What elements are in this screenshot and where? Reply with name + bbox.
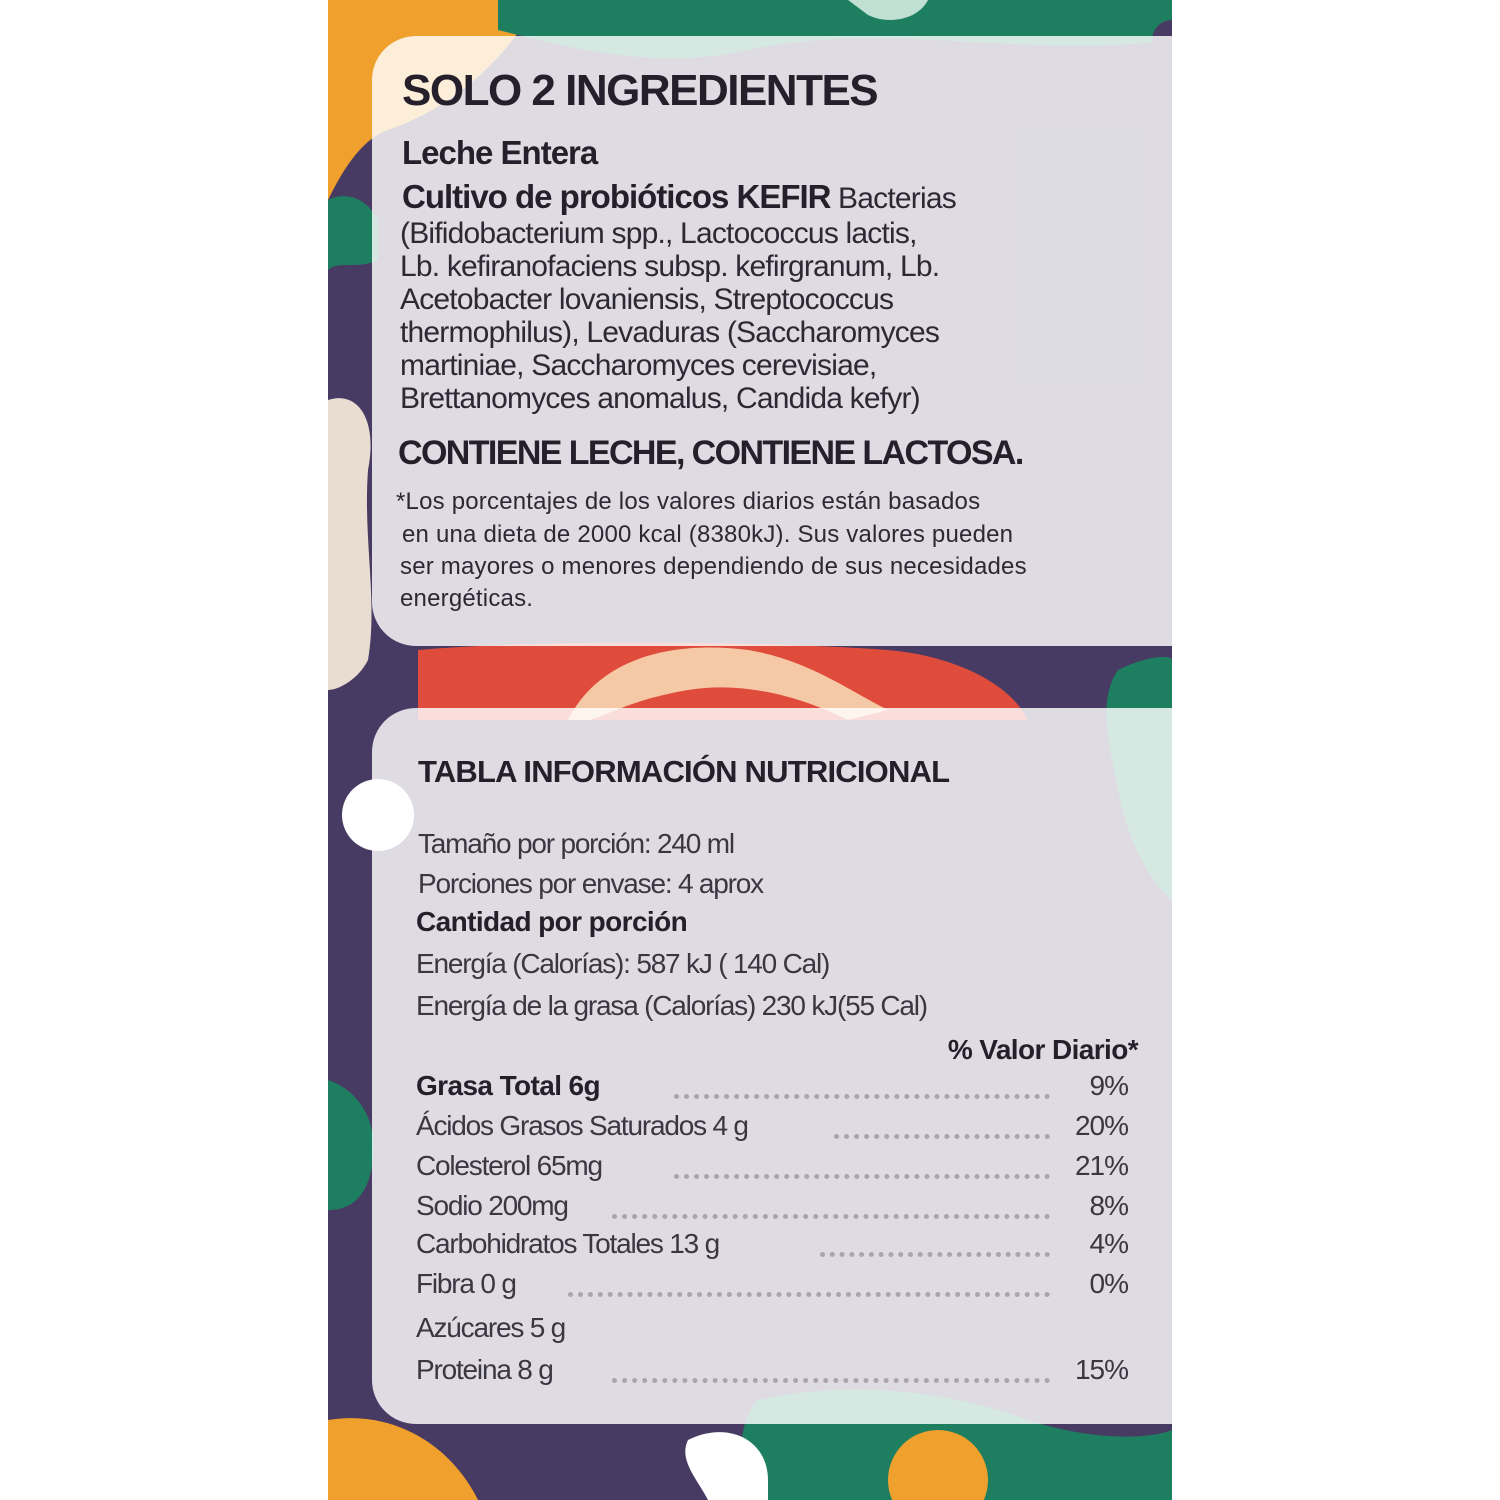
ingredient-culture-name: Cultivo de probióticos KEFIR [402, 178, 831, 215]
servings-per-container: Porciones por envase: 4 aprox [418, 868, 763, 899]
nutrient-name: Ácidos Grasos Saturados 4 g [416, 1110, 748, 1141]
daily-value-header: % Valor Diario* [947, 1034, 1138, 1065]
nutrient-percent: 21% [1074, 1150, 1128, 1181]
bg-cream-left [328, 398, 372, 690]
nutrient-percent: 4% [1089, 1228, 1128, 1259]
ingredient-detail-line: martiniae, Saccharomyces cerevisiae, [400, 349, 877, 382]
dot-leader [834, 1134, 1050, 1139]
ingredient-detail-line: thermophilus), Levaduras (Saccharomyces [400, 316, 940, 349]
nutrient-row-sugars [416, 1312, 1128, 1352]
nutrient-name: Azúcares 5 g [416, 1312, 566, 1343]
ingredient-detail-line: Brettanomyces anomalus, Candida kefyr) [400, 382, 920, 415]
nutrient-name: Proteina 8 g [416, 1354, 553, 1385]
nutrient-percent: 15% [1074, 1354, 1128, 1385]
ingredient-culture-bacteria: Bacterias [830, 182, 956, 215]
ingredient-detail-line: (Bifidobacterium spp., Lactococcus lactis, [400, 217, 917, 250]
dot-leader [612, 1378, 1050, 1383]
nutrient-row-total-fat [416, 1070, 1128, 1110]
serving-size: Tamaño por porción: 240 ml [418, 828, 734, 859]
nutrient-percent: 0% [1089, 1268, 1128, 1299]
nutrient-row-sodium [416, 1190, 1128, 1230]
nutrient-row-carbohydrates [416, 1228, 1128, 1268]
nutrient-name: Sodio 200mg [416, 1190, 568, 1221]
energy-from-fat: Energía de la grasa (Calorías) 230 kJ(55 Cal) [416, 990, 927, 1021]
daily-value-note-line: *Los porcentajes de los valores diarios están basados [396, 488, 981, 515]
nutrient-row-saturated-fat [416, 1110, 1128, 1150]
dot-leader [568, 1292, 1050, 1297]
daily-value-note-line: en una dieta de 2000 kcal (8380kJ). Sus valores pueden [402, 521, 1014, 548]
daily-value-note-line: energéticas. [400, 585, 534, 612]
dot-leader [612, 1214, 1050, 1219]
nutrient-percent: 8% [1089, 1190, 1128, 1221]
product-label [328, 0, 1172, 1500]
dot-leader [674, 1094, 1050, 1099]
ingredient-culture [402, 178, 956, 216]
nutrient-row-cholesterol [416, 1150, 1128, 1190]
nutrient-row-fiber [416, 1268, 1128, 1308]
amount-per-serving-heading: Cantidad por porción [416, 906, 688, 937]
energy-calories: Energía (Calorías): 587 kJ ( 140 Cal) [416, 948, 830, 979]
allergen-warning: CONTIENE LECHE, CONTIENE LACTOSA. [398, 434, 1023, 472]
nutrient-name: Colesterol 65mg [416, 1150, 602, 1181]
nutrition-title: TABLA INFORMACIÓN NUTRICIONAL [418, 754, 950, 789]
dot-leader [820, 1252, 1050, 1257]
ingredients-title: SOLO 2 INGREDIENTES [402, 66, 878, 115]
nutrient-percent: 20% [1074, 1110, 1128, 1141]
nutrient-name: Grasa Total 6g [416, 1070, 601, 1101]
nutrient-percent: 9% [1089, 1070, 1128, 1101]
daily-value-note-line: ser mayores o menores dependiendo de sus necesidades [400, 553, 1027, 580]
nutrient-name: Fibra 0 g [416, 1268, 516, 1299]
ingredient-detail-line: Lb. kefiranofaciens subsp. kefirgranum, Lb. [400, 250, 940, 283]
nutrient-row-protein [416, 1354, 1128, 1394]
nutrient-name: Carbohidratos Totales 13 g [416, 1228, 719, 1259]
ingredient-detail-line: Acetobacter lovaniensis, Streptococcus [400, 283, 894, 316]
dot-leader [674, 1174, 1050, 1179]
ingredient-milk: Leche Entera [402, 134, 598, 171]
